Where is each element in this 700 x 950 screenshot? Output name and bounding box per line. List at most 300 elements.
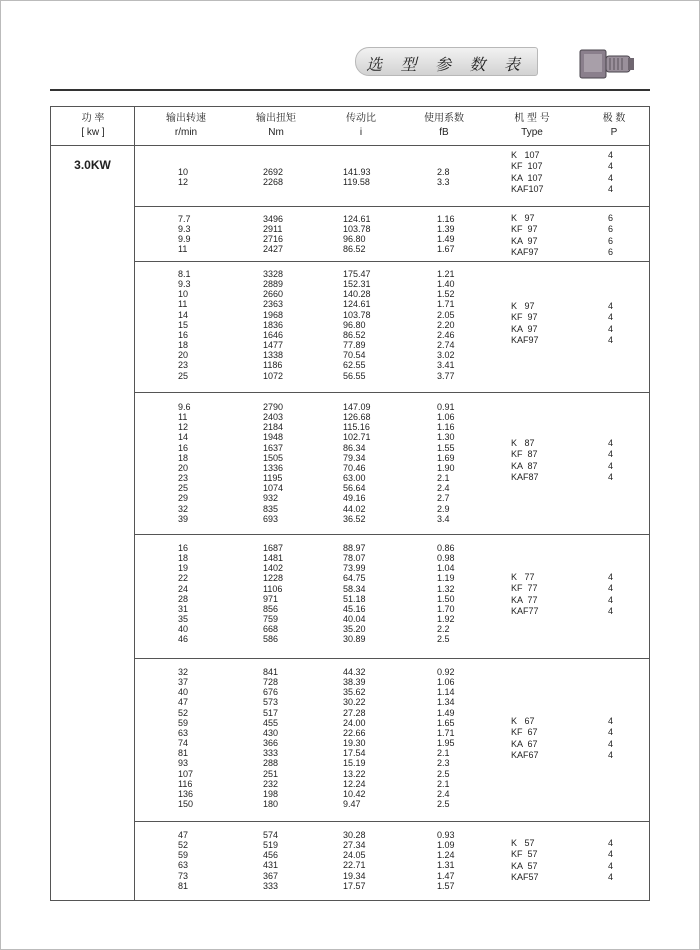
poles-column [608,301,613,346]
model-type: K 77 [511,572,535,582]
header-poles: 极 数 P [602,113,626,138]
speed-value: 29 [178,493,189,504]
torque-value: 3496 [263,214,284,224]
speed-value: 22 [178,573,189,584]
torque-value: 1074 [263,483,284,494]
model-type: KAF77 [511,605,539,616]
torque-value: 2889 [263,279,284,290]
torque-value: 573 [263,697,279,708]
model-column [511,301,539,346]
speed-value: 52 [178,707,189,718]
model-group [135,145,649,206]
model-column [511,213,539,258]
speed-value: 8.1 [178,269,191,279]
torque-value: 2660 [263,289,284,300]
torque-value: 586 [263,634,279,645]
factor-value: 1.70 [437,603,455,614]
ratio-value: 175.47 [343,269,371,279]
ratio-value: 152.31 [343,279,371,290]
torque-value: 198 [263,788,279,799]
factor-value: 1.14 [437,687,455,698]
ratio-value: 24.00 [343,717,366,728]
model-column [511,438,539,483]
torque-value: 519 [263,840,279,851]
ratio-value: 103.78 [343,224,371,235]
speed-value: 9.9 [178,234,191,245]
ratio-value: 58.34 [343,583,366,594]
torque-value: 2403 [263,412,284,423]
model-group [135,206,649,262]
poles-value: 4 [608,860,614,871]
torque-value: 288 [263,758,279,769]
torque-value: 2363 [263,299,284,310]
speed-value: 16 [178,329,189,340]
speed-value: 37 [178,677,189,688]
factor-value: 2.4 [437,483,450,494]
speed-column [178,214,191,255]
torque-value: 456 [263,850,279,861]
torque-value: 1687 [263,543,284,553]
model-type: K 67 [511,716,535,726]
ratio-value: 24.05 [343,850,366,861]
model-group [135,392,649,535]
ratio-value: 35.20 [343,624,366,635]
poles-column [608,572,613,617]
factor-value: 1.40 [437,279,455,290]
speed-value: 23 [178,360,189,371]
ratio-value: 27.28 [343,707,366,718]
poles-value: 4 [608,323,614,334]
factor-value: 2.9 [437,503,450,514]
speed-value: 59 [178,717,189,728]
factor-value: 1.69 [437,452,455,463]
model-type: K 97 [511,213,535,223]
torque-value: 367 [263,870,279,881]
ratio-column [343,543,366,645]
factor-value: 1.47 [437,870,455,881]
factor-value: 3.3 [437,177,450,188]
ratio-value: 96.80 [343,234,366,245]
torque-value: 1637 [263,442,284,453]
factor-value: 2.1 [437,748,450,759]
model-type: KA 57 [511,860,538,871]
ratio-value: 79.34 [343,452,366,463]
factor-value: 1.49 [437,234,455,245]
ratio-value: 10.42 [343,788,366,799]
factor-value: 1.19 [437,573,455,584]
poles-value: 4 [608,471,614,482]
speed-value: 18 [178,553,189,564]
torque-column [263,543,283,645]
ratio-value: 12.24 [343,778,366,789]
factor-value: 1.06 [437,412,455,423]
speed-value: 74 [178,738,189,749]
factor-value: 2.20 [437,319,455,330]
torque-value: 2184 [263,422,284,433]
poles-value: 4 [608,312,614,323]
torque-value: 2716 [263,234,284,245]
poles-value: 4 [608,838,614,848]
model-column [511,838,539,883]
model-type: KF 87 [511,449,538,460]
torque-value: 251 [263,768,279,779]
torque-column [263,167,283,187]
speed-value: 47 [178,697,189,708]
ratio-value: 88.97 [343,543,366,553]
model-type: KAF87 [511,471,539,482]
speed-column [178,269,191,381]
poles-value: 4 [608,594,614,605]
factor-value: 2.8 [437,167,450,177]
speed-value: 116 [178,778,193,789]
factor-value: 0.91 [437,402,455,412]
torque-value: 333 [263,880,279,891]
page-title: 选 型 参 数 表 [366,57,527,74]
model-group [135,261,649,393]
ratio-value: 9.47 [343,799,361,810]
title-banner [355,47,538,76]
poles-column [608,213,613,258]
model-group [135,821,649,902]
speed-column [178,402,191,524]
ratio-value: 126.68 [343,412,371,423]
ratio-value: 141.93 [343,167,371,177]
factor-value: 1.32 [437,583,455,594]
speed-value: 63 [178,860,189,871]
torque-value: 1402 [263,563,284,574]
speed-value: 14 [178,432,189,443]
speed-value: 16 [178,442,189,453]
factor-value: 1.57 [437,880,455,891]
factor-value: 3.77 [437,370,455,381]
speed-value: 107 [178,768,194,779]
model-type: KF 107 [511,161,543,172]
torque-value: 693 [263,513,279,524]
torque-value: 333 [263,748,279,759]
factor-column [437,269,455,381]
speed-value: 25 [178,370,189,381]
factor-value: 2.5 [437,799,450,810]
header-torque: 输出扭矩 Nm [256,113,296,138]
speed-value: 47 [178,830,189,840]
model-type: KF 77 [511,583,538,594]
speed-value: 9.3 [178,224,191,235]
model-type: KA 97 [511,235,538,246]
ratio-column [343,830,366,891]
poles-column [608,438,613,483]
torque-value: 1186 [263,360,283,371]
factor-value: 2.46 [437,329,455,340]
ratio-value: 30.28 [343,830,366,840]
factor-value: 3.4 [437,513,450,524]
poles-value: 4 [608,449,614,460]
ratio-value: 86.52 [343,244,366,255]
ratio-value: 30.89 [343,634,366,645]
poles-value: 4 [608,334,614,345]
factor-value: 0.93 [437,830,455,840]
factor-value: 1.16 [437,422,455,433]
model-type: K 107 [511,150,540,160]
factor-value: 1.90 [437,462,455,473]
ratio-column [343,667,366,809]
speed-value: 20 [178,350,189,361]
torque-column [263,667,278,809]
torque-value: 232 [263,778,279,789]
poles-value: 4 [608,738,614,749]
ratio-value: 13.22 [343,768,366,779]
speed-value: 93 [178,758,189,769]
poles-value: 4 [608,572,614,582]
ratio-value: 64.75 [343,573,366,584]
torque-value: 728 [263,677,279,688]
speed-value: 28 [178,593,189,604]
speed-value: 15 [178,319,189,330]
speed-column [178,167,188,187]
speed-value: 11 [178,299,188,310]
factor-value: 1.67 [437,244,455,255]
factor-column [437,214,455,255]
torque-value: 2427 [263,244,284,255]
speed-column [178,543,188,645]
header-ratio: 传动比 i [346,113,376,138]
factor-value: 0.92 [437,667,455,677]
factor-value: 2.5 [437,768,450,779]
torque-value: 668 [263,624,279,635]
torque-value: 1646 [263,329,284,340]
factor-value: 3.02 [437,350,455,361]
factor-column [437,402,455,524]
speed-value: 46 [178,634,189,645]
torque-value: 1477 [263,340,284,351]
factor-value: 2.4 [437,788,450,799]
torque-value: 517 [263,707,279,718]
torque-value: 1195 [263,473,283,484]
factor-value: 1.50 [437,593,455,604]
ratio-value: 19.30 [343,738,366,749]
model-group [135,534,649,659]
factor-value: 1.16 [437,214,455,224]
poles-value: 6 [608,246,614,257]
model-type: K 57 [511,838,535,848]
ratio-value: 17.54 [343,748,366,759]
factor-column [437,667,455,809]
power-value: 3.0KW [74,158,111,172]
poles-value: 4 [608,871,614,882]
poles-value: 4 [608,749,614,760]
ratio-value: 38.39 [343,677,366,688]
ratio-value: 77.89 [343,340,366,351]
torque-value: 574 [263,830,279,840]
factor-value: 2.1 [437,778,450,789]
torque-value: 856 [263,603,279,614]
speed-value: 39 [178,513,189,524]
ratio-value: 56.64 [343,483,366,494]
torque-column [263,830,278,891]
poles-value: 4 [608,183,614,194]
speed-value: 81 [178,748,189,759]
speed-value: 12 [178,422,189,433]
model-column [511,716,539,761]
model-type: KF 97 [511,224,538,235]
factor-value: 1.95 [437,738,455,749]
factor-value: 2.7 [437,493,450,504]
speed-value: 7.7 [178,214,191,224]
factor-value: 1.04 [437,563,455,574]
ratio-value: 44.32 [343,667,366,677]
poles-value: 4 [608,849,614,860]
header-model: 机 型 号 Type [514,113,550,138]
factor-column [437,167,450,187]
model-type: KA 67 [511,738,538,749]
poles-value: 6 [608,213,614,223]
header-speed: 输出转速 r/min [166,113,206,138]
poles-value: 4 [608,605,614,616]
ratio-value: 22.71 [343,860,366,871]
factor-value: 1.55 [437,442,455,453]
factor-value: 1.09 [437,840,455,851]
factor-value: 1.06 [437,677,455,688]
torque-value: 1336 [263,462,284,473]
model-type: KF 97 [511,312,538,323]
factor-value: 1.21 [437,269,455,279]
speed-value: 11 [178,244,188,255]
ratio-value: 22.66 [343,727,366,738]
speed-value: 24 [178,583,189,594]
table-header [51,107,649,146]
speed-value: 20 [178,462,189,473]
poles-value: 4 [608,460,614,471]
speed-value: 16 [178,543,189,553]
torque-value: 1228 [263,573,284,584]
ratio-value: 30.22 [343,697,366,708]
factor-value: 2.2 [437,624,450,635]
factor-value: 1.30 [437,432,455,443]
model-type: KAF107 [511,183,544,194]
factor-value: 1.65 [437,717,455,728]
torque-value: 841 [263,667,279,677]
factor-value: 0.86 [437,543,455,553]
ratio-column [343,402,371,524]
model-type: KF 67 [511,727,538,738]
ratio-value: 15.19 [343,758,366,769]
poles-value: 4 [608,438,614,448]
torque-value: 2790 [263,402,284,412]
torque-value: 1948 [263,432,284,443]
ratio-value: 102.71 [343,432,371,443]
factor-value: 1.52 [437,289,455,300]
ratio-column [343,214,371,255]
torque-value: 2692 [263,167,284,177]
torque-value: 2268 [263,177,284,188]
poles-value: 4 [608,301,614,311]
factor-value: 1.92 [437,614,455,625]
speed-value: 19 [178,563,189,574]
factor-value: 1.34 [437,697,455,708]
factor-value: 2.1 [437,473,450,484]
speed-value: 18 [178,340,189,351]
speed-value: 63 [178,727,189,738]
poles-column [608,716,613,761]
speed-value: 81 [178,880,189,891]
torque-value: 366 [263,738,279,749]
ratio-value: 40.04 [343,614,366,625]
ratio-value: 103.78 [343,309,371,320]
model-type: KA 107 [511,172,543,183]
header-factor: 使用系数 fB [424,113,464,138]
speed-value: 150 [178,799,194,810]
torque-value: 1505 [263,452,284,463]
factor-value: 1.31 [437,860,455,871]
poles-column [608,150,613,195]
model-type: KAF97 [511,246,539,257]
ratio-value: 147.09 [343,402,371,412]
speed-value: 14 [178,309,189,320]
ratio-column [343,269,371,381]
poles-value: 4 [608,583,614,594]
ratio-value: 44.02 [343,503,366,514]
speed-column [178,830,188,891]
speed-value: 11 [178,412,188,423]
torque-value: 932 [263,493,279,504]
speed-value: 9.6 [178,402,191,412]
speed-value: 73 [178,870,189,881]
speed-value: 10 [178,167,189,177]
factor-value: 2.05 [437,309,455,320]
torque-value: 759 [263,614,279,625]
factor-column [437,830,455,891]
torque-value: 1836 [263,319,284,330]
speed-value: 18 [178,452,189,463]
ratio-value: 62.55 [343,360,366,371]
torque-value: 431 [263,860,279,871]
model-type: K 87 [511,438,535,448]
torque-value: 676 [263,687,279,698]
model-column [511,150,544,195]
factor-value: 2.3 [437,758,450,769]
model-type: KAF97 [511,334,539,345]
model-type: KAF67 [511,749,539,760]
model-type: KF 57 [511,849,538,860]
poles-column [608,838,613,883]
speed-value: 52 [178,840,189,851]
poles-value: 4 [608,716,614,726]
ratio-value: 124.61 [343,299,371,310]
selection-table [50,106,650,901]
speed-value: 10 [178,289,189,300]
torque-column [263,214,283,255]
factor-value: 0.98 [437,553,455,564]
ratio-value: 73.99 [343,563,366,574]
torque-value: 835 [263,503,279,514]
gear-motor-image [578,46,636,82]
ratio-value: 70.46 [343,462,366,473]
factor-value: 1.71 [437,727,455,738]
ratio-column [343,167,371,187]
model-column [511,572,539,617]
torque-value: 1106 [263,583,283,594]
factor-value: 1.24 [437,850,455,861]
ratio-value: 45.16 [343,603,366,614]
torque-value: 1968 [263,309,284,320]
factor-value: 1.71 [437,299,455,310]
speed-value: 32 [178,667,189,677]
speed-value: 12 [178,177,189,188]
ratio-value: 86.52 [343,329,366,340]
ratio-value: 49.16 [343,493,366,504]
factor-value: 1.39 [437,224,455,235]
ratio-value: 36.52 [343,513,366,524]
model-type: KA 87 [511,460,538,471]
